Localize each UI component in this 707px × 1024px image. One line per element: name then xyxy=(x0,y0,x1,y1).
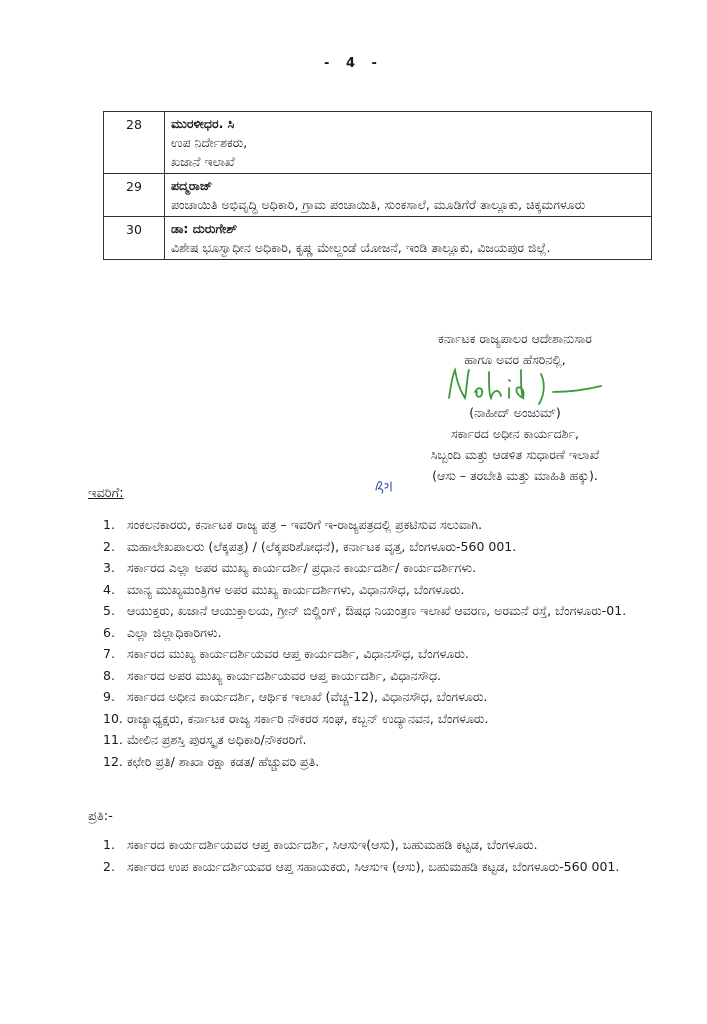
table-row xyxy=(104,217,652,260)
list-item: 2. ಮಹಾಲೇಖಪಾಲರು (ಲೆಕ್ಕಪತ್ರ) / (ಲೆಕ್ಕಪರಿಶೋಧನೆ), ಕರ್ನಾಟಕ ವೃತ್ತ, ಬೆಂಗಳೂರು-560 001. xyxy=(103,538,517,554)
serial-number: 28 xyxy=(104,112,165,174)
table-row xyxy=(104,174,652,217)
officer-cell xyxy=(165,174,652,217)
officer-designation: ವಿಶೇಷ ಭೂಸ್ವಾಧೀನ ಅಧಿಕಾರಿ, ಕೃಷ್ಣ ಮೇಲ್ದಂಡೆ ಯೋಜನೆ, ಇಂಡಿ ತಾಲ್ಲೂಕು, ವಿಜಯಪುರ ಜಿಲ್ಲೆ. xyxy=(171,240,551,255)
list-item: 9. ಸರ್ಕಾರದ ಅಧೀನ ಕಾರ್ಯದರ್ಶಿ, ಆರ್ಥಿಕ ಇಲಾಖೆ (ವೆಚ್ಚ-12), ವಿಧಾನಸೌಧ, ಬೆಂಗಳೂರು. xyxy=(103,689,488,704)
list-item: 3. ಸರ್ಕಾರದ ಎಲ್ಲಾ ಅಪರ ಮುಖ್ಯ ಕಾರ್ಯದರ್ಶಿ/ ಪ್ರಧಾನ ಕಾರ್ಯದರ್ಶಿ/ ಕಾರ್ಯದರ್ಶಿಗಳು. xyxy=(103,560,477,575)
table-row xyxy=(104,112,652,174)
signature-authority-line: ಕರ್ನಾಟಕ ರಾಜ್ಯಪಾಲರ ಆದೇಶಾನುಸಾರ xyxy=(438,331,592,346)
officer-designation: ಪಂಚಾಯಿತಿ ಅಭಿವೃದ್ಧಿ ಅಧಿಕಾರಿ, ಗ್ರಾಮ ಪಂಚಾಯಿತಿ, ಸುಂಕಸಾಲೆ, ಮೂಡಿಗೆರೆ ತಾಲ್ಲೂಕು, ಚಿಕ್ಕಮಗಳೂರು xyxy=(171,197,586,212)
list-item: 4. ಮಾನ್ಯ ಮುಖ್ಯಮಂತ್ರಿಗಳ ಅಪರ ಮುಖ್ಯ ಕಾರ್ಯದರ್ಶಿಗಳು, ವಿಧಾನಸೌಧ, ಬೆಂಗಳೂರು. xyxy=(103,581,465,597)
list-item: 1. ಸರ್ಕಾರದ ಕಾರ್ಯದರ್ಶಿಯವರ ಆಪ್ತ ಕಾರ್ಯದರ್ಶಿ, ಸಿಆಸುಇ(ಆಸು), ಬಹುಮಹಡಿ ಕಟ್ಟಡ, ಬೆಂಗಳೂರು. xyxy=(103,837,538,852)
serial-number: 30 xyxy=(104,217,165,260)
list-item: 1. ಸಂಕಲನಕಾರರು, ಕರ್ನಾಟಕ ರಾಜ್ಯ ಪತ್ರ – ಇವರಿಗೆ ಇ-ರಾಜ್ಯಪತ್ರದಲ್ಲಿ ಪ್ರಕಟಿಸುವ ಸಲುವಾಗಿ. xyxy=(103,517,483,532)
officer-name: ಮುರಳೀಧರ. ಸಿ xyxy=(171,116,235,131)
officer-cell xyxy=(165,217,652,260)
copy-list xyxy=(103,834,668,877)
officer-cell xyxy=(165,112,652,174)
list-item: 5. ಆಯುಕ್ತರು, ಖಜಾನೆ ಆಯುಕ್ತಾಲಯ, ಗ್ರೀನ್ ಬಿಲ್ಡಿಂಗ್, ಔಷಧ ನಿಯಂತ್ರಣ ಇಲಾಖೆ ಆವರಣ, ಅರಮನೆ ರಸ್ತೆ, ಬೆಂಗಳೂರು-01. xyxy=(103,603,627,618)
list-item: 10. ರಾಜ್ಯಾಧ್ಯಕ್ಷರು, ಕರ್ನಾಟಕ ರಾಜ್ಯ ಸರ್ಕಾರಿ ನೌಕರರ ಸಂಘ, ಕಬ್ಬನ್ ಉದ್ಯಾನವನ, ಬೆಂಗಳೂರು. xyxy=(103,710,489,726)
signatory-name: (ನಾಹೀದ್ ಅಂಜುಮ್) xyxy=(469,405,561,420)
initials-mark-icon xyxy=(373,476,397,496)
distribution-list xyxy=(103,514,668,772)
signatory-section: (ಆಸು – ತರಬೇತಿ ಮತ್ತು ಮಾಹಿತಿ ಹಕ್ಕು). xyxy=(432,468,598,483)
list-item: 6. ಎಲ್ಲಾ ಜಿಲ್ಲಾಧಿಕಾರಿಗಳು. xyxy=(103,624,222,640)
distribution-heading: ಇವರಿಗೆ: xyxy=(88,486,124,501)
copy-heading: ಪ್ರತಿ:- xyxy=(88,809,113,824)
serial-number: 29 xyxy=(104,174,165,217)
list-item: 12. ಕಛೇರಿ ಪ್ರತಿ/ ಶಾಖಾ ರಕ್ಷಾ ಕಡತ/ ಹೆಚ್ಚುವರಿ ಪ್ರತಿ. xyxy=(103,753,320,769)
list-item: 11. ಮೇಲಿನ ಪ್ರಶಸ್ತಿ ಪುರಸ್ಕೃತ ಅಧಿಕಾರಿ/ನೌಕರರಿಗೆ. xyxy=(103,732,307,747)
signature-authority-line: ಹಾಗೂ ಅವರ ಹೆಸರಿನಲ್ಲಿ, xyxy=(464,352,566,367)
awardee-table xyxy=(103,111,652,260)
officer-name: ಪದ್ಮರಾಜ್ xyxy=(171,178,213,193)
handwritten-signature-icon xyxy=(445,362,605,412)
signatory-designation: ಸರ್ಕಾರದ ಅಧೀನ ಕಾರ್ಯದರ್ಶಿ, xyxy=(451,426,579,441)
officer-designation: ಉಪ ನಿರ್ದೇಶಕರು, ಖಜಾನೆ ಇಲಾಖೆ xyxy=(171,135,248,169)
officer-name: ಡಾ: ದುರುಗೇಶ್ xyxy=(171,221,238,236)
list-item: 8. ಸರ್ಕಾರದ ಅಪರ ಮುಖ್ಯ ಕಾರ್ಯದರ್ಶಿಯವರ ಆಪ್ತ ಕಾರ್ಯದರ್ಶಿ, ವಿಧಾನಸೌಧ. xyxy=(103,667,441,683)
signatory-department: ಸಿಬ್ಬಂದಿ ಮತ್ತು ಆಡಳಿತ ಸುಧಾರಣೆ ಇಲಾಖೆ xyxy=(430,447,600,462)
list-item: 7. ಸರ್ಕಾರದ ಮುಖ್ಯ ಕಾರ್ಯದರ್ಶಿಯವರ ಆಪ್ತ ಕಾರ್ಯದರ್ಶಿ, ವಿಧಾನಸೌಧ, ಬೆಂಗಳೂರು. xyxy=(103,646,469,661)
list-item: 2. ಸರ್ಕಾರದ ಉಪ ಕಾರ್ಯದರ್ಶಿಯವರ ಆಪ್ತ ಸಹಾಯಕರು, ಸಿಆಸುಇ (ಆಸು), ಬಹುಮಹಡಿ ಕಟ್ಟಡ, ಬೆಂಗಳೂರು-560 001. xyxy=(103,858,620,874)
page-number: - 4 - xyxy=(324,56,383,71)
